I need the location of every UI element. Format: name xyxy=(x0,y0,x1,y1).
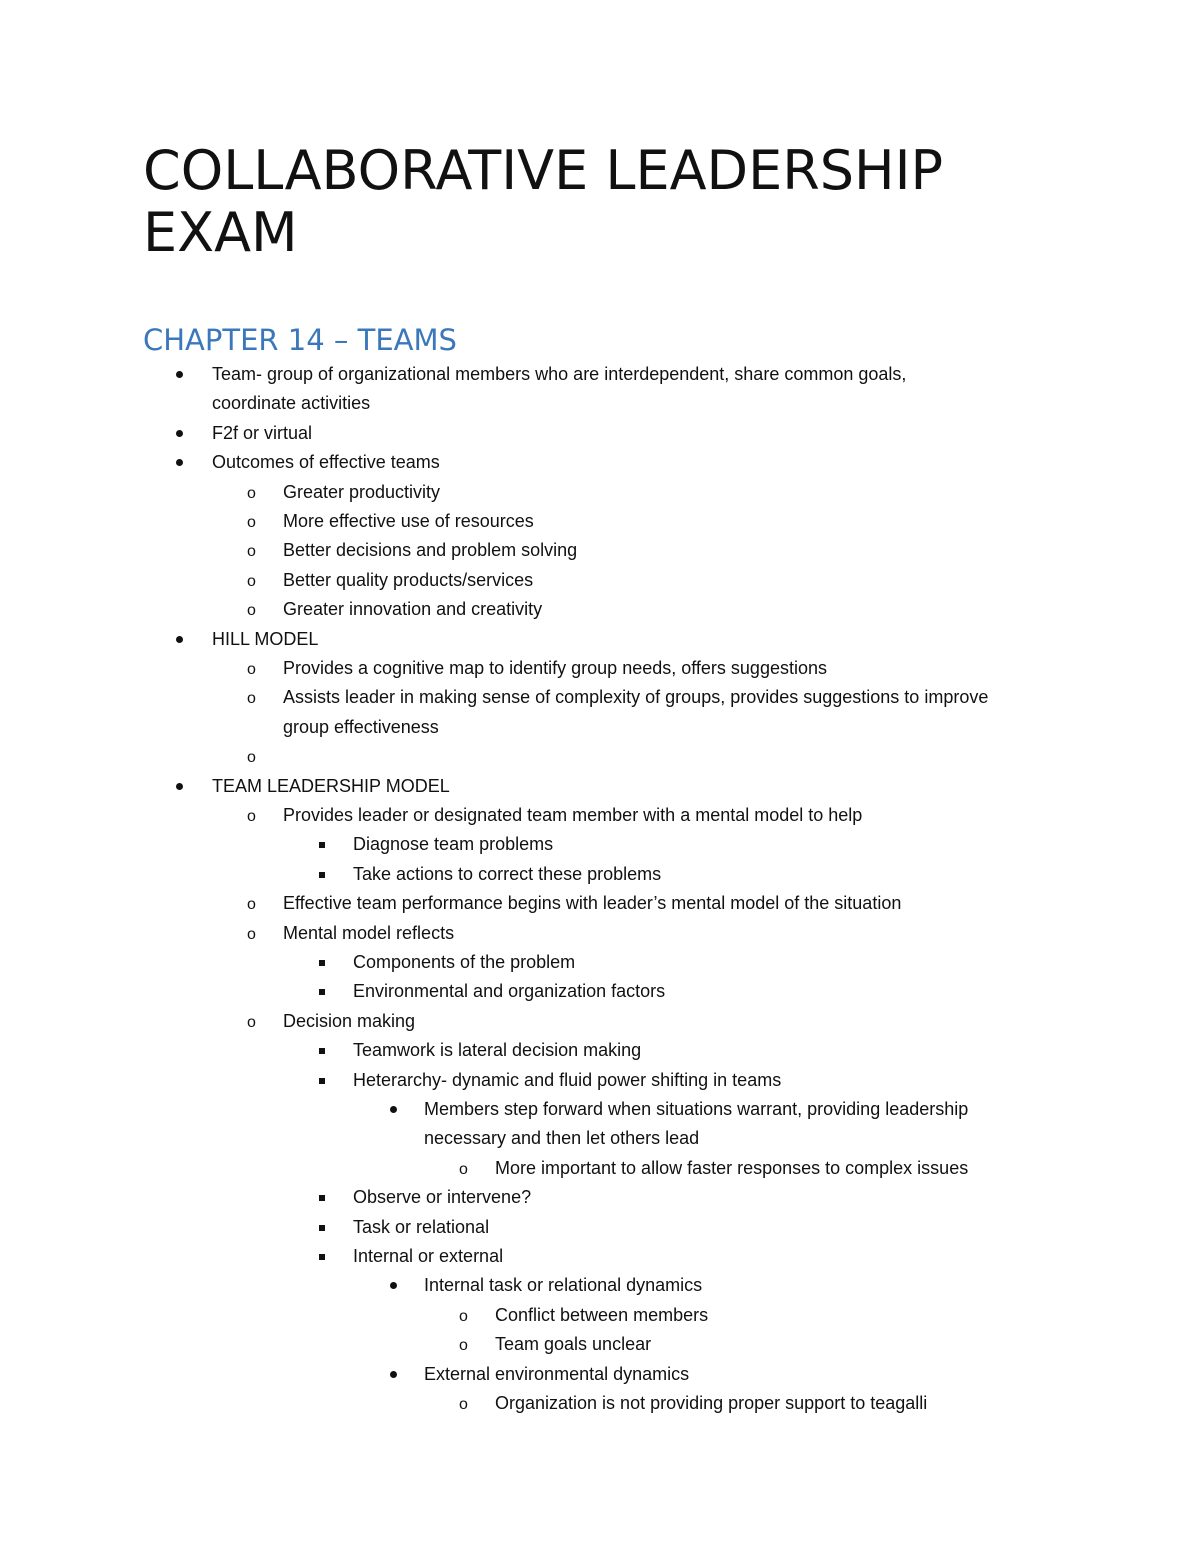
list-item-text: Take actions to correct these problems xyxy=(353,863,662,884)
chapter-heading: CHAPTER 14 – TEAMS xyxy=(143,323,457,357)
list-item-text: Better decisions and problem solving xyxy=(283,540,578,561)
list-item-text: Internal or external xyxy=(353,1246,504,1266)
list-item-text: Environmental and organization factors xyxy=(353,981,666,1002)
list-item-text: Task or relational xyxy=(353,1216,490,1237)
list-item-text: necessary and then let others lead xyxy=(424,1128,700,1149)
list-item-text: Heterarchy- dynamic and fluid power shifting in teams xyxy=(353,1069,782,1090)
list-item-text: Conflict between members xyxy=(495,1304,709,1325)
list-item-text: Members step forward when situations warrant, providing leadership xyxy=(424,1099,969,1119)
list-item-text: Team goals unclear xyxy=(495,1334,652,1355)
list-item-text: Provides a cognitive map to identify group needs, offers suggestions xyxy=(283,658,827,678)
list-item-text: Effective team performance begins with leader’s mental model of the situation xyxy=(283,893,902,914)
list-item-text: F2f or virtual xyxy=(212,422,313,443)
list-item-text: Mental model reflects xyxy=(283,922,455,943)
list-item-text: More important to allow faster responses to complex issues xyxy=(495,1157,969,1178)
document-title: COLLABORATIVE LEADERSHIP EXAM xyxy=(143,139,944,264)
list-item-text: External environmental dynamics xyxy=(424,1363,690,1384)
list-item-text: Assists leader in making sense of complexity of groups, provides suggestions to improve xyxy=(283,687,989,708)
list-item-text: group effectiveness xyxy=(283,716,439,737)
list-item-text: Components of the problem xyxy=(353,952,576,972)
list-item-text: Greater productivity xyxy=(283,481,441,502)
list-item-text: Internal task or relational dynamics xyxy=(424,1275,703,1296)
list-item-text: HILL MODEL xyxy=(212,628,319,649)
list-item-text: TEAM LEADERSHIP MODEL xyxy=(212,775,450,796)
list-item-text: Better quality products/services xyxy=(283,569,534,590)
list-item-text: coordinate activities xyxy=(212,393,371,414)
list-item-text: Team- group of organizational members who are interdependent, share common goals, xyxy=(212,364,907,384)
list-item-text: Greater innovation and creativity xyxy=(283,599,543,620)
list-item-text: Diagnose team problems xyxy=(353,834,554,855)
list-item-text: Observe or intervene? xyxy=(353,1187,532,1208)
list-item-text: Teamwork is lateral decision making xyxy=(353,1040,642,1061)
list-item-text: Decision making xyxy=(283,1010,416,1031)
list-item-text: More effective use of resources xyxy=(283,511,534,531)
list-item-text: Outcomes of effective teams xyxy=(212,452,440,473)
list-item-text: Provides leader or designated team member with a mental model to help xyxy=(283,805,863,825)
list-item-text: Organization is not providing proper support to teagalli xyxy=(495,1393,928,1413)
